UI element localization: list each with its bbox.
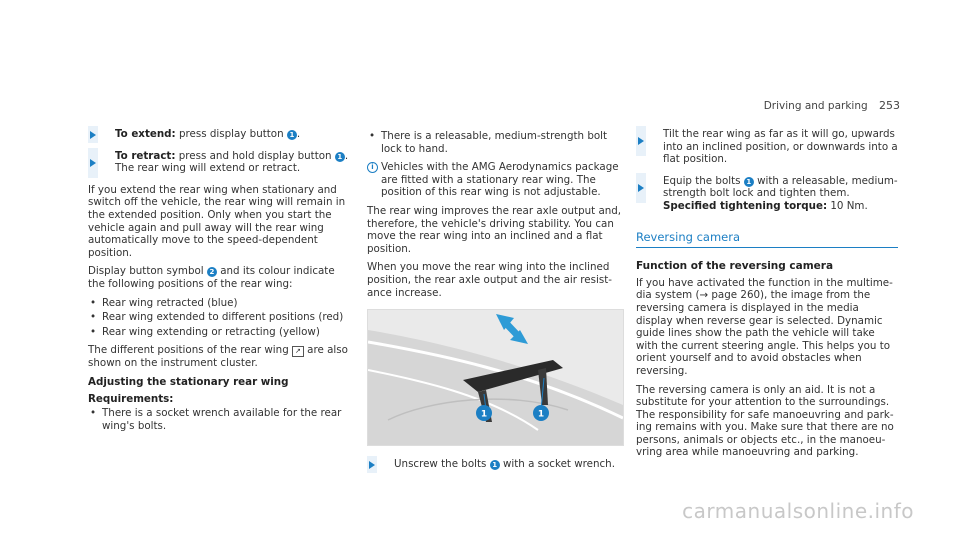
paragraph: The different positions of the rear wing ↗ are also shown on the instrument cluster.	[88, 344, 348, 370]
step-label: To extend:	[115, 128, 176, 140]
paragraph: The rear wing improves the rear axle output and, therefore, the vehicle's driving stability. You can move the rear wing into an inclined and a flat position.	[367, 204, 622, 255]
paragraph: Display button symbol 2 and its colour indicate the following positions of the rear wing:	[88, 265, 335, 290]
step-retract: To retract: press and hold display button 1 . The rear wing will extend or retract.	[88, 150, 353, 175]
paragraph: The reversing camera is only an aid. It is not a substitute for your attention to the surroundings. The responsibility for safe manoeuvring and park-ing remains with you. Make sure that there are no persons, animals or objects etc., in the manoeu-vring area while manoeuvring and parking.	[636, 383, 894, 459]
section-title: Reversing camera	[636, 231, 898, 249]
callout-1-icon: 1	[287, 130, 297, 140]
column-3	[636, 128, 898, 465]
callout-label: 1	[537, 409, 545, 420]
step-arrow-icon	[636, 126, 646, 156]
callout-label: 1	[480, 409, 488, 420]
callout-2-icon: 2	[207, 267, 217, 277]
paragraph: If you have activated the function in the multime-dia system (→ page 260), the image from the reversing camera is displayed in the media display when reverse gear is selected. Dynamic guide lines show the path the vehicle will take with the current steering angle. This helps you to orient yourself and to avoid obstacles when reversing.	[636, 276, 893, 377]
step-extend: To extend: press display button 1 .	[88, 128, 353, 141]
info-note: i Vehicles with the AMG Aerodynamics package are fitted with a stationary rear wing. The position of this rear wing is not adjustable.	[367, 161, 622, 199]
step-unscrew: Unscrew the bolts 1 with a socket wrench.	[367, 458, 622, 471]
column-2	[367, 128, 622, 480]
step-arrow-icon	[367, 456, 377, 473]
step-arrow-icon	[636, 173, 646, 203]
list-item: • There is a releasable, medium-strength bolt lock to hand.	[367, 130, 622, 155]
watermark: carmanualsonline.info	[682, 499, 914, 523]
requirements-label: Requirements:	[88, 392, 174, 405]
step-arrow-icon	[88, 126, 98, 143]
paragraph: When you move the rear wing into the inclined position, the rear axle output and the air resist-ance increase.	[367, 261, 612, 299]
paragraph: If you extend the rear wing when stationary and switch off the vehicle, the rear wing will remain in the extended position. Only when you start the vehicle again and pull away will the rear wing automatically move to the speed-dependent position.	[88, 183, 346, 259]
info-icon: i	[367, 162, 378, 173]
subheading: Function of the reversing camera	[636, 260, 834, 273]
callout-1-icon: 1	[490, 460, 500, 470]
page-number: 253	[879, 99, 900, 112]
header-section: Driving and parking	[763, 100, 868, 112]
requirements-list	[88, 407, 353, 432]
subheading: Adjusting the stationary rear wing	[88, 375, 289, 388]
page-header	[764, 99, 900, 112]
step-arrow-icon	[88, 148, 98, 178]
list-item: • Rear wing extended to different positions (red)	[88, 311, 353, 324]
callout-1-icon: 1	[335, 152, 345, 162]
column-1	[88, 128, 353, 438]
rear-wing-diagram	[368, 310, 623, 445]
bullet-list	[88, 297, 353, 339]
step-equip-bolts: Equip the bolts 1 with a releasable, medium-strength bolt lock and tighten them. Specified tightening torque: 10 Nm.	[636, 175, 898, 213]
requirements-list	[367, 130, 622, 155]
list-item: • Rear wing extending or retracting (yellow)	[88, 326, 353, 339]
list-item: • Rear wing retracted (blue)	[88, 297, 353, 310]
callout-1-icon: 1	[744, 177, 754, 187]
step-label: To retract:	[115, 149, 176, 162]
rear-wing-illustration	[367, 309, 624, 446]
rear-wing-symbol-icon: ↗	[292, 346, 304, 357]
torque-label: Specified tightening torque:	[663, 199, 828, 212]
list-item: • There is a socket wrench available for the rear wing's bolts.	[88, 407, 353, 432]
step-tilt: Tilt the rear wing as far as it will go, upwards into an inclined position, or downwards into a flat position.	[636, 128, 898, 166]
